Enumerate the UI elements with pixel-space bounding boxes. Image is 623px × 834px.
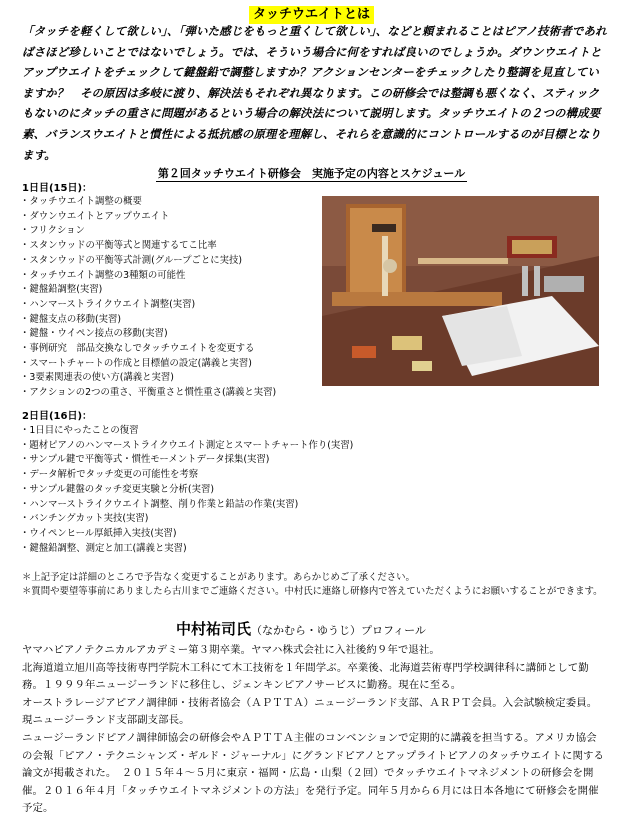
profile-paragraph: ヤマハピアノテクニカルアカデミー第３期卒業。ヤマハ株式会社に入社後約９年で退社。 <box>22 644 440 656</box>
day2-list-item: ・ 題材ピアノのハンマーストライクウエイト測定とスマートチャート作り(実習) <box>20 439 353 454</box>
day1-list-item: ・ ダウンウエイトとアップウエイト <box>20 210 276 225</box>
day2-list-item: ・ 鍵盤鉛調整、測定と加工(講義と実習) <box>20 542 353 557</box>
day2-list-item: ・ ハンマーストライクウエイト調整、削り作業と鉛詰の作業(実習) <box>20 498 353 513</box>
profile-name: 中村祐司氏 <box>176 620 252 638</box>
day2-list-item: ・ サンプル鍵盤のタッチ変更実験と分析(実習) <box>20 483 353 498</box>
day2-list-item: ・ ウイペンヒール厚紙挿入実技(実習) <box>20 527 353 542</box>
day1-list-item: ・ アクションの2つの重さ、平衡重さと慣性重さ(講義と実習) <box>20 386 276 401</box>
profile-reading: （なかむら・ゆうじ）プロフィール <box>251 624 426 637</box>
day2-list <box>20 424 353 556</box>
day2-title: 2日目(16日)： <box>22 411 93 422</box>
day1-list-item: ・ 3要素関連表の使い方(講義と実習) <box>20 371 276 386</box>
day2-list-item: ・ データ解析でタッチ変更の可能性を考察 <box>20 468 353 483</box>
note-2: ＊質問や要望等事前にありましたら古川までご連絡ください。中村氏に連絡し研修内で答えていただくようにお願いすることができます。 <box>22 586 603 597</box>
day1-list-item: ・ 鍵盤・ウイペン接点の移動(実習) <box>20 327 276 342</box>
day1-list-item: ・ 鍵盤支点の移動(実習) <box>20 313 276 328</box>
day1-list-item: ・ 鍵盤鉛調整(実習) <box>20 283 276 298</box>
profile-paragraph: オーストラレージアピアノ調律師・技術者協会（ＡＰＴＴＡ）ニュージーランド支部、ＡＲＰＴ会員。入会試験検定委員。現ニュージーランド支部副支部長。 <box>22 696 598 727</box>
day1-list-item: ・ フリクション <box>20 224 276 239</box>
day1-list-item: ・ スタンウッドの平衡等式計測(グループごとに実技) <box>20 254 276 269</box>
profile-heading <box>176 619 426 641</box>
day1-list <box>20 195 276 401</box>
day1-list-item: ・ ハンマーストライクウエイト調整(実習) <box>20 298 276 313</box>
day1-list-item: ・ タッチウエイト調整の概要 <box>20 195 276 210</box>
day2-list-item: ・ 1日目にやったことの復習 <box>20 424 353 439</box>
profile-paragraph: ニュージーランドピアノ調律師協会の研修会やＡＰＴＴＡ主催のコンベンションで定期的に講義を担当する。アメリカ協会の会報「ピアノ・テクニシャンズ・ギルド・ジャーナル」にグランドピアノとアップライトピアノのタッチウエイトに関する論文が掲載された。 ２０１５年４～５月に東京・福岡・広島・山梨（２回）でタッチウエイトマネジメントの研修会を開催。２０１６年４月「タッチウエイトマネジメントの方法」を発行予定。同年５月から６月には日本各地にて研修会を開催予定。 <box>22 731 604 815</box>
note-1: ＊上記予定は詳細のところで予告なく変更することがあります。あらかじめご了承ください。 <box>22 572 415 583</box>
day2-list-item: ・ バンチングカット実技(実習) <box>20 512 353 527</box>
schedule-heading: 第２回タッチウエイト研修会 実施予定の内容とスケジュール <box>157 167 466 180</box>
day1-title: 1日目(15日)： <box>22 183 93 194</box>
day1-list-item: ・ タッチウエイト調整の3種類の可能性 <box>20 269 276 284</box>
photo-illustration <box>322 196 599 386</box>
profile-paragraph: 北海道道立旭川高等技術専門学院木工科にて木工技術を１年間学ぶ。卒業後、北海道芸術専門学校調律科に講師として勤務。１９９９年ニュージーランドに移住し、ジェンキンピアノサービスに勤務。現在に至る。 <box>22 661 589 692</box>
intro-paragraph: 「タッチを軽くして欲しい」、「弾いた感じをもっと重くして欲しい」、などと頼まれることはピアノ技術者であればさほど珍しいことではないでしょう。では、そういう場合に何をすれば良いのでしょうか。ダウンウエイトとアップウエイトをチェックして鍵盤鉛で調整しますか？アクションセンターをチェックしたり整調を見直していますか？ その原因は多岐に渡り、解決法もそれぞれ異なります。この研修会では整調も悪くなく、スティックもないのにタッチの重さに問題があるという場合の解決法について説明します。タッチウエイトの２つの構成要素、バランスウエイトと慣性による抵抗感の原理を理解し、それらを意識的にコントロールするのが目標となります。 <box>22 24 607 162</box>
day1-list-item: ・ スマートチャートの作成と目標値の設定(講義と実習) <box>20 357 276 372</box>
notes <box>22 571 607 599</box>
schedule-heading-area <box>0 162 623 182</box>
page-title: タッチウエイトとは <box>249 6 374 24</box>
day2-list-item: ・ サンプル鍵で平衡等式・慣性モーメントデータ採集(実習) <box>20 453 353 468</box>
day1-list-item: ・ スタンウッドの平衡等式と関連するてこ比率 <box>20 239 276 254</box>
profile-body <box>22 642 607 818</box>
day1-list-item: ・ 事例研究 部品交換なしでタッチウエイトを変更する <box>20 342 276 357</box>
piano-action-photo <box>322 196 599 386</box>
